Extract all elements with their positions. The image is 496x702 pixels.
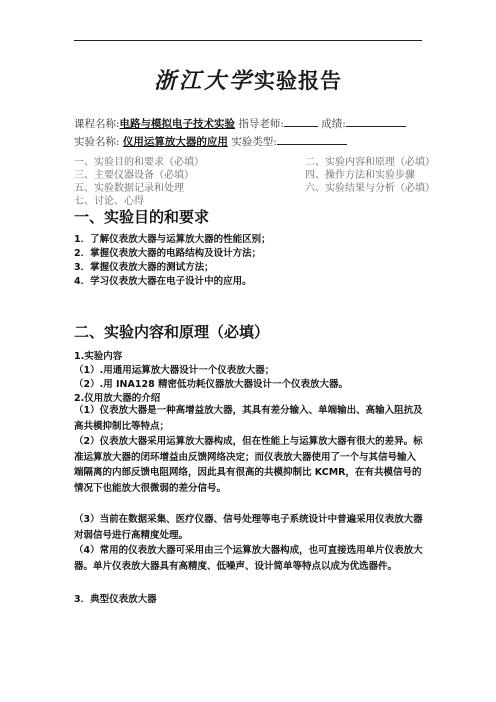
course-value: 电路与模拟电子技术实验 xyxy=(119,118,236,130)
toc-item: 六、实验结果与分析（必填） xyxy=(305,183,435,194)
top-rule xyxy=(74,40,422,41)
subsection-heading: 2.仪用放大器的介绍 xyxy=(74,393,161,404)
toc-item: 一、实验目的和要求（必填） xyxy=(74,157,204,168)
list-item: 4．学习仪表放大器在电子设计中的应用。 xyxy=(74,276,252,287)
section1-heading: 一、实验目的和要求 xyxy=(74,208,210,226)
university-logo: 浙江大学 xyxy=(153,68,254,94)
subsection-heading: 3．典型仪表放大器 xyxy=(74,594,157,605)
experiment-label: 实验名称: xyxy=(74,136,120,148)
grade-blank xyxy=(346,116,406,127)
toc-item: 五、实验数据记录和处理 xyxy=(74,183,184,194)
list-item: 2．掌握仪表放大器的电路结构及设计方法； xyxy=(74,248,262,259)
grade-label: 成绩: xyxy=(321,118,346,130)
paragraph: （2）仪表放大器采用运算放大器构成，但在性能上与运算放大器有很大的差异。标准运算放大器的闭环增益由反馈网络决定；而仪表放大器使用了一个与其信号输入端隔离的内部反馈电阻网络，因此具有很高的共模抑制比 KCMR，在有共模信号的情况下也能放大很微弱的差分信号。 xyxy=(74,436,423,494)
report-title-text: 实验报告 xyxy=(254,68,342,93)
teacher-blank xyxy=(284,116,318,127)
experiment-value: 仪用运算放大器的应用 xyxy=(122,136,228,148)
subsection-heading: 1.实验内容 xyxy=(74,351,123,362)
type-blank xyxy=(277,134,347,145)
list-item: （2）.用 INA128 精密低功耗仪器放大器设计一个仪表放大器。 xyxy=(74,379,349,390)
paragraph: （1）仪表放大器是一种高增益放大器，其具有差分输入、单端输出、高输入阻抗及高共模抑制比等特点； xyxy=(74,405,423,432)
list-item: （1）.用通用运算放大器设计一个仪表放大器； xyxy=(74,365,275,376)
paragraph: （3）当前在数据采集、医疗仪器、信号处理等电子系统设计中普遍采用仪表放大器对弱信号进行高精度处理。 xyxy=(74,514,423,541)
list-item: 3．掌握仪表放大器的测试方法； xyxy=(74,262,214,273)
toc-item: 七、讨论、心得 xyxy=(74,196,144,207)
toc-item: 二、实验内容和原理（必填） xyxy=(305,157,435,168)
report-title xyxy=(0,64,496,95)
paragraph: （4）常用的仪表放大器可采用由三个运算放大器构成，也可直接选用单片仪表放大器。单片仪表放大器具有高精度、低噪声、设计简单等特点以成为优选器件。 xyxy=(74,545,423,572)
experiment-row xyxy=(74,134,347,149)
course-label: 课程名称: xyxy=(74,118,120,130)
list-item: 1．了解仪表放大器与运算放大器的性能区别； xyxy=(74,234,271,245)
teacher-label: 指导老师: xyxy=(238,118,284,130)
toc-item: 四、操作方法和实验步骤 xyxy=(305,170,415,181)
course-row xyxy=(74,116,406,131)
toc-item: 三、主要仪器设备（必填） xyxy=(74,170,194,181)
section2-heading: 二、实验内容和原理（必填） xyxy=(74,323,270,341)
type-label: 实验类型: xyxy=(231,136,277,148)
